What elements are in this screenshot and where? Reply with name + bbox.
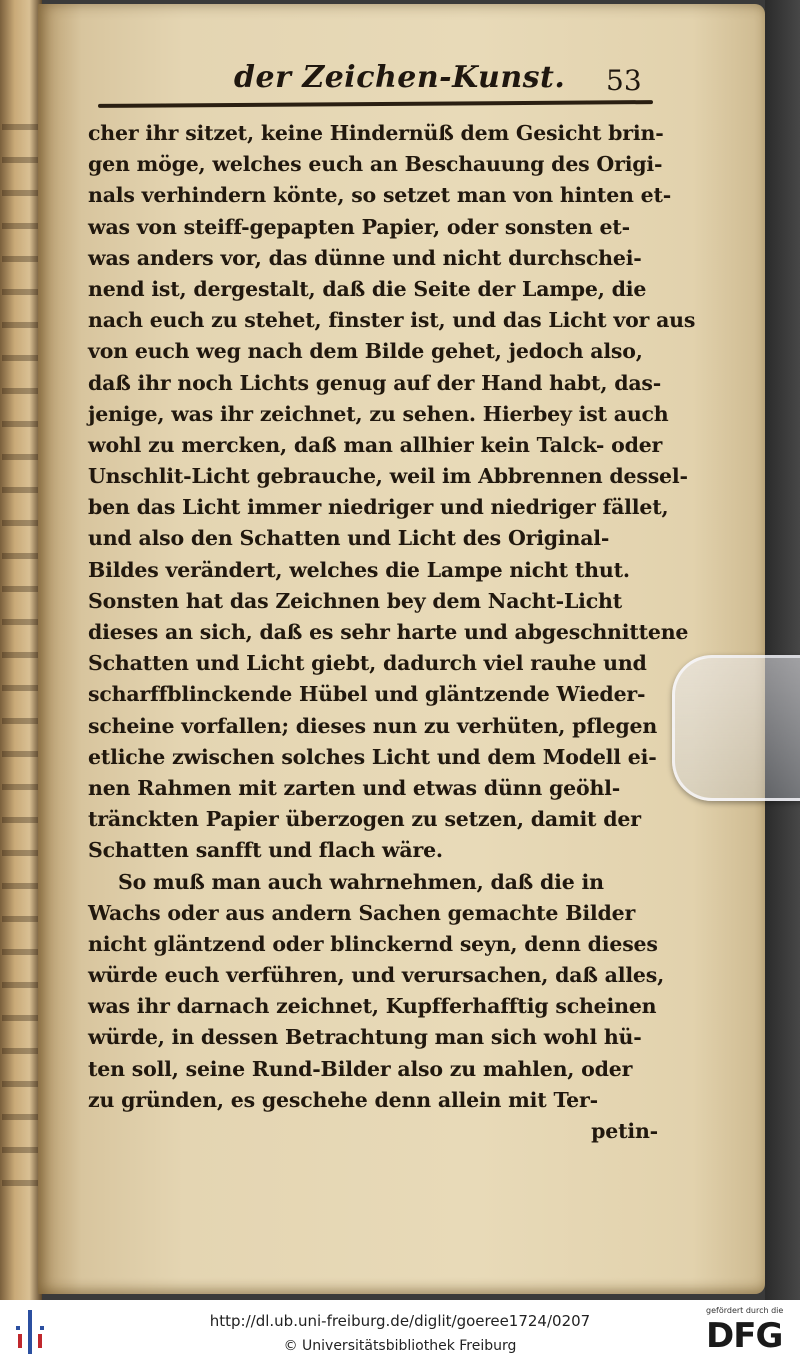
text-line: und also den Schatten und Licht des Original- — [88, 526, 610, 551]
text-line: cher ihr sitzet, keine Hindernüß dem Gesicht brin- — [88, 121, 664, 145]
previous-page-text-traces — [2, 110, 42, 1210]
text-line: daß ihr noch Lichts genug auf der Hand habt, das- — [88, 370, 662, 395]
text-line: was anders vor, das dünne und nicht durchschei- — [88, 245, 642, 270]
copyright-notice: © Universitätsbibliothek Freiburg — [283, 1338, 517, 1354]
text-line: scheine vorfallen; dieses nun zu verhüten, pflegen — [88, 713, 658, 738]
text-line: würde, in dessen Betrachtung man sich wohl hü- — [88, 1025, 642, 1050]
text-line: scharffblinckende Hübel und gläntzende Wieder- — [88, 682, 646, 707]
catchword: petin- — [591, 1119, 658, 1143]
text-line: wohl zu mercken, daß man allhier kein Talck- oder — [88, 432, 663, 457]
text-line: Bildes verändert, welches die Lampe nicht thut. — [88, 557, 630, 582]
text-line: was von steiff-gepapten Papier, oder sonsten et- — [88, 214, 630, 239]
text-line: nen Rahmen mit zarten und etwas dünn geöhl- — [88, 775, 621, 800]
permalink-url[interactable]: http://dl.ub.uni-freiburg.de/diglit/goeree1724/0207 — [209, 1312, 591, 1330]
text-line: So muß man auch wahrnehmen, daß die in — [118, 869, 604, 894]
page-header — [94, 56, 654, 104]
running-head: der Zeichen-Kunst. — [234, 60, 566, 95]
text-line: von euch weg nach dem Bilde gehet, jedoch also, — [88, 339, 643, 364]
dfg-logo-text: DFG — [706, 1316, 783, 1356]
text-line: ben das Licht immer niedriger und niedriger fället, — [88, 495, 669, 520]
dfg-logo — [706, 1306, 792, 1358]
text-line: Sonsten hat das Zeichnen bey dem Nacht-Licht — [88, 588, 623, 613]
text-line: gen möge, welches euch an Beschauung des Origi- — [88, 152, 663, 177]
page-clip — [672, 655, 800, 801]
text-line: nicht gläntzend oder blinckernd seyn, denn dieses — [88, 931, 658, 956]
text-line: Schatten sanfft und flach wäre. — [88, 838, 443, 863]
dfg-caption: gefördert durch die — [706, 1306, 784, 1315]
text-line: zu gründen, es geschehe denn allein mit Ter- — [88, 1087, 598, 1112]
text-line: jenige, was ihr zeichnet, zu sehen. Hierbey ist auch — [88, 401, 669, 426]
text-line: tränckten Papier überzogen zu setzen, damit der — [88, 807, 641, 832]
text-line: Unschlit-Licht gebrauche, weil im Abbrennen dessel- — [88, 464, 688, 489]
viewer-footer — [0, 1300, 800, 1362]
text-line: was ihr darnach zeichnet, Kupfferhafftig scheinen — [88, 994, 657, 1019]
scan-margin-right — [765, 0, 800, 1300]
text-line: würde euch verführen, und verursachen, daß alles, — [88, 963, 665, 988]
text-line: nach euch zu stehet, finster ist, und das Licht vor aus — [88, 308, 696, 333]
book-page — [38, 4, 765, 1294]
previous-page-edge — [0, 0, 42, 1300]
text-line: ten soll, seine Rund-Bilder also zu mahlen, oder — [88, 1056, 633, 1081]
page-number: 53 — [606, 64, 642, 97]
text-line: Wachs oder aus andern Sachen gemachte Bilder — [88, 900, 636, 925]
page-body — [88, 118, 696, 1147]
text-line: etliche zwischen solches Licht und dem Modell ei- — [88, 744, 657, 769]
text-line: Schatten und Licht giebt, dadurch viel rauhe und — [88, 651, 647, 676]
text-line: nend ist, dergestalt, daß die Seite der Lampe, die — [88, 276, 647, 301]
text-line: dieses an sich, daß es sehr harte und abgeschnittene — [88, 620, 689, 644]
text-line: nals verhindern könte, so setzet man von hinten et- — [88, 183, 672, 208]
